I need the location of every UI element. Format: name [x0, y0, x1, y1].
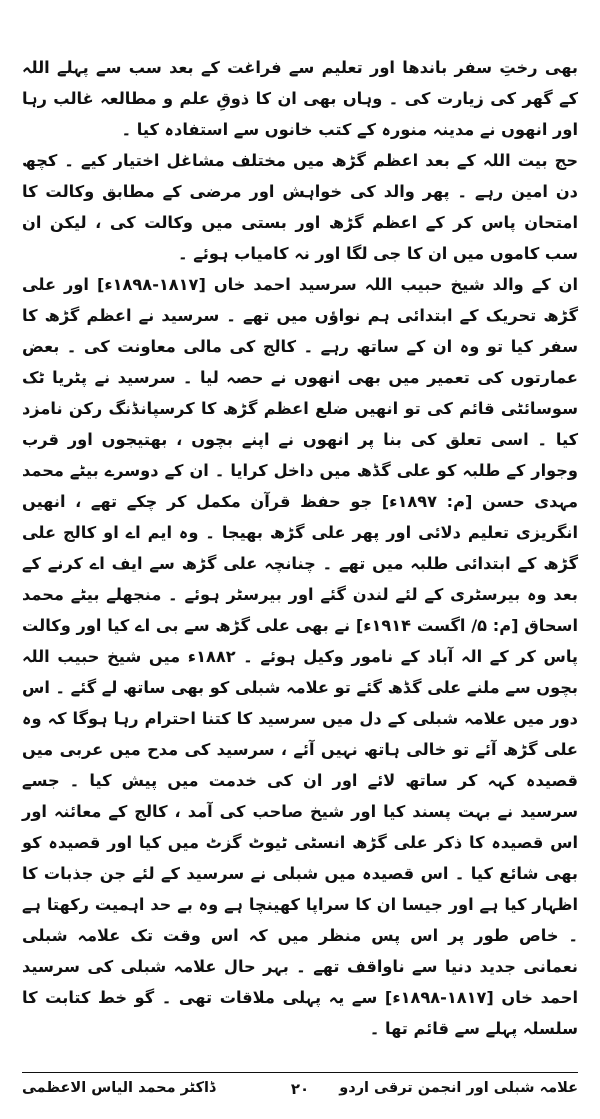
footer-divider: [22, 1072, 578, 1073]
paragraph-father-sheikh-habibullah: ان کے والد شیخ حبیب اللہ سرسید احمد خاں [۱۸۱۷-۱۸۹۸ء] اور علی گڑھ تحریک کے ابتدائی ہم نواؤں میں تھے ۔ سرسید نے اعظم گڑھ کا سفر کیا تو وہ ان کے ساتھ رہے ۔ کالج کی مالی معاونت کی ۔ بعض عمارتوں کی تعمیر میں بھی انھوں نے حصہ لیا ۔ سرسید نے پٹریا ٹک سوسائٹی قائم کی تو انھیں ضلع اعظم گڑھ کا کرسپانڈنگ رکن نامزد کیا ۔ اسی تعلق کی بنا پر انھوں نے اپنے بچوں ، بھتیجوں اور قرب وجوار کے طلبہ کو علی گڈھ میں داخل کرایا ۔ ان کے دوسرے بیٹے محمد مہدی حسن [م: ۱۸۹۷ء] جو حفظ قرآن مکمل کر چکے تھے ، انھیں انگریزی تعلیم دلائی اور پھر علی گڑھ بھیجا ۔ وہ ایم اے او کالج علی گڑھ کے ابتدائی طلبہ میں تھے ۔ چنانچہ علی گڑھ سے ایف اے کرنے کے بعد وہ بیرسٹری کے لئے لندن گئے اور بیرسٹر ہوئے ۔ منجھلے بیٹے محمد اسحاق [م: ۵/ اگست ۱۹۱۴ء] نے بھی علی گڑھ سے بی اے کیا اور وکالت پاس کر کے الہ آباد کے نامور وکیل ہوئے ۔ ۱۸۸۲ء میں شیخ حبیب اللہ بچوں سے ملنے علی گڈھ گئے تو علامہ شبلی کو بھی ساتھ لے گئے ۔ اس دور میں علامہ شبلی کے دل میں سرسید کا کتنا احترام رہا ہوگا کہ وہ علی گڑھ آئے تو خالی ہاتھ نہیں آئے ، سرسید کی مدح میں عربی میں قصیدہ کہہ کر ساتھ لائے اور ان کی خدمت میں پیش کیا ۔ جسے سرسید نے بہت پسند کیا اور شیخ صاحب کی آمد ، کالج کے معائنہ اور اس قصیدہ کا ذکر علی گڑھ انسٹی ٹیوٹ گزٹ میں کیا اور قصیدہ کو بھی شائع کیا ۔ اس قصیدہ میں شبلی نے سرسید کے لئے جن جذبات کا اظہار کیا ہے اور جیسا ان کا سراپا کھینچا ہے وہ بے حد اہمیت رکھتا ہے ۔ خاص طور پر اس پس منظر میں کہ اس وقت تک علامہ شبلی نعمانی جدید دنیا سے ناواقف تھے ۔ بہر حال علامہ شبلی کی سرسید احمد خاں [۱۸۱۷-۱۸۹۸ء] سے یہ پہلی ملاقات تھی ۔ گو خط کتابت کا سلسلہ پہلے سے قائم تھا ۔: [22, 275, 578, 1038]
main-text-block: [22, 52, 578, 1044]
paragraph-hajj-journey: بھی رختِ سفر باندھا اور تعلیم سے فراغت کے بعد سب سے پہلے اللہ کے گھر کی زیارت کی ۔ وہاں بھی ان کا ذوقِ علم و مطالعہ غالب رہا اور انھوں نے مدینہ منورہ کے کتب خانوں سے استفادہ کیا ۔: [22, 58, 578, 139]
footer-author-name: ڈاکٹر محمد الیاس الاعظمی: [22, 1080, 216, 1096]
paragraph-after-hajj: حج بیت اللہ کے بعد اعظم گڑھ میں مختلف مشاغل اختیار کیے ۔ کچھ دن امین رہے ۔ پھر والد کی خواہش اور مرضی کے مطابق وکالت کا امتحان پاس کر کے اعظم گڑھ اور بستی میں وکالت کی ، لیکن ان سب کاموں میں ان کا جی لگا اور نہ کامیاب ہوئے ۔: [22, 151, 578, 263]
footer-book-title: علامہ شبلی اور انجمن ترقی اردو: [339, 1080, 578, 1096]
page-number: ۲۰: [290, 1080, 310, 1098]
page-footer: [22, 1080, 578, 1108]
